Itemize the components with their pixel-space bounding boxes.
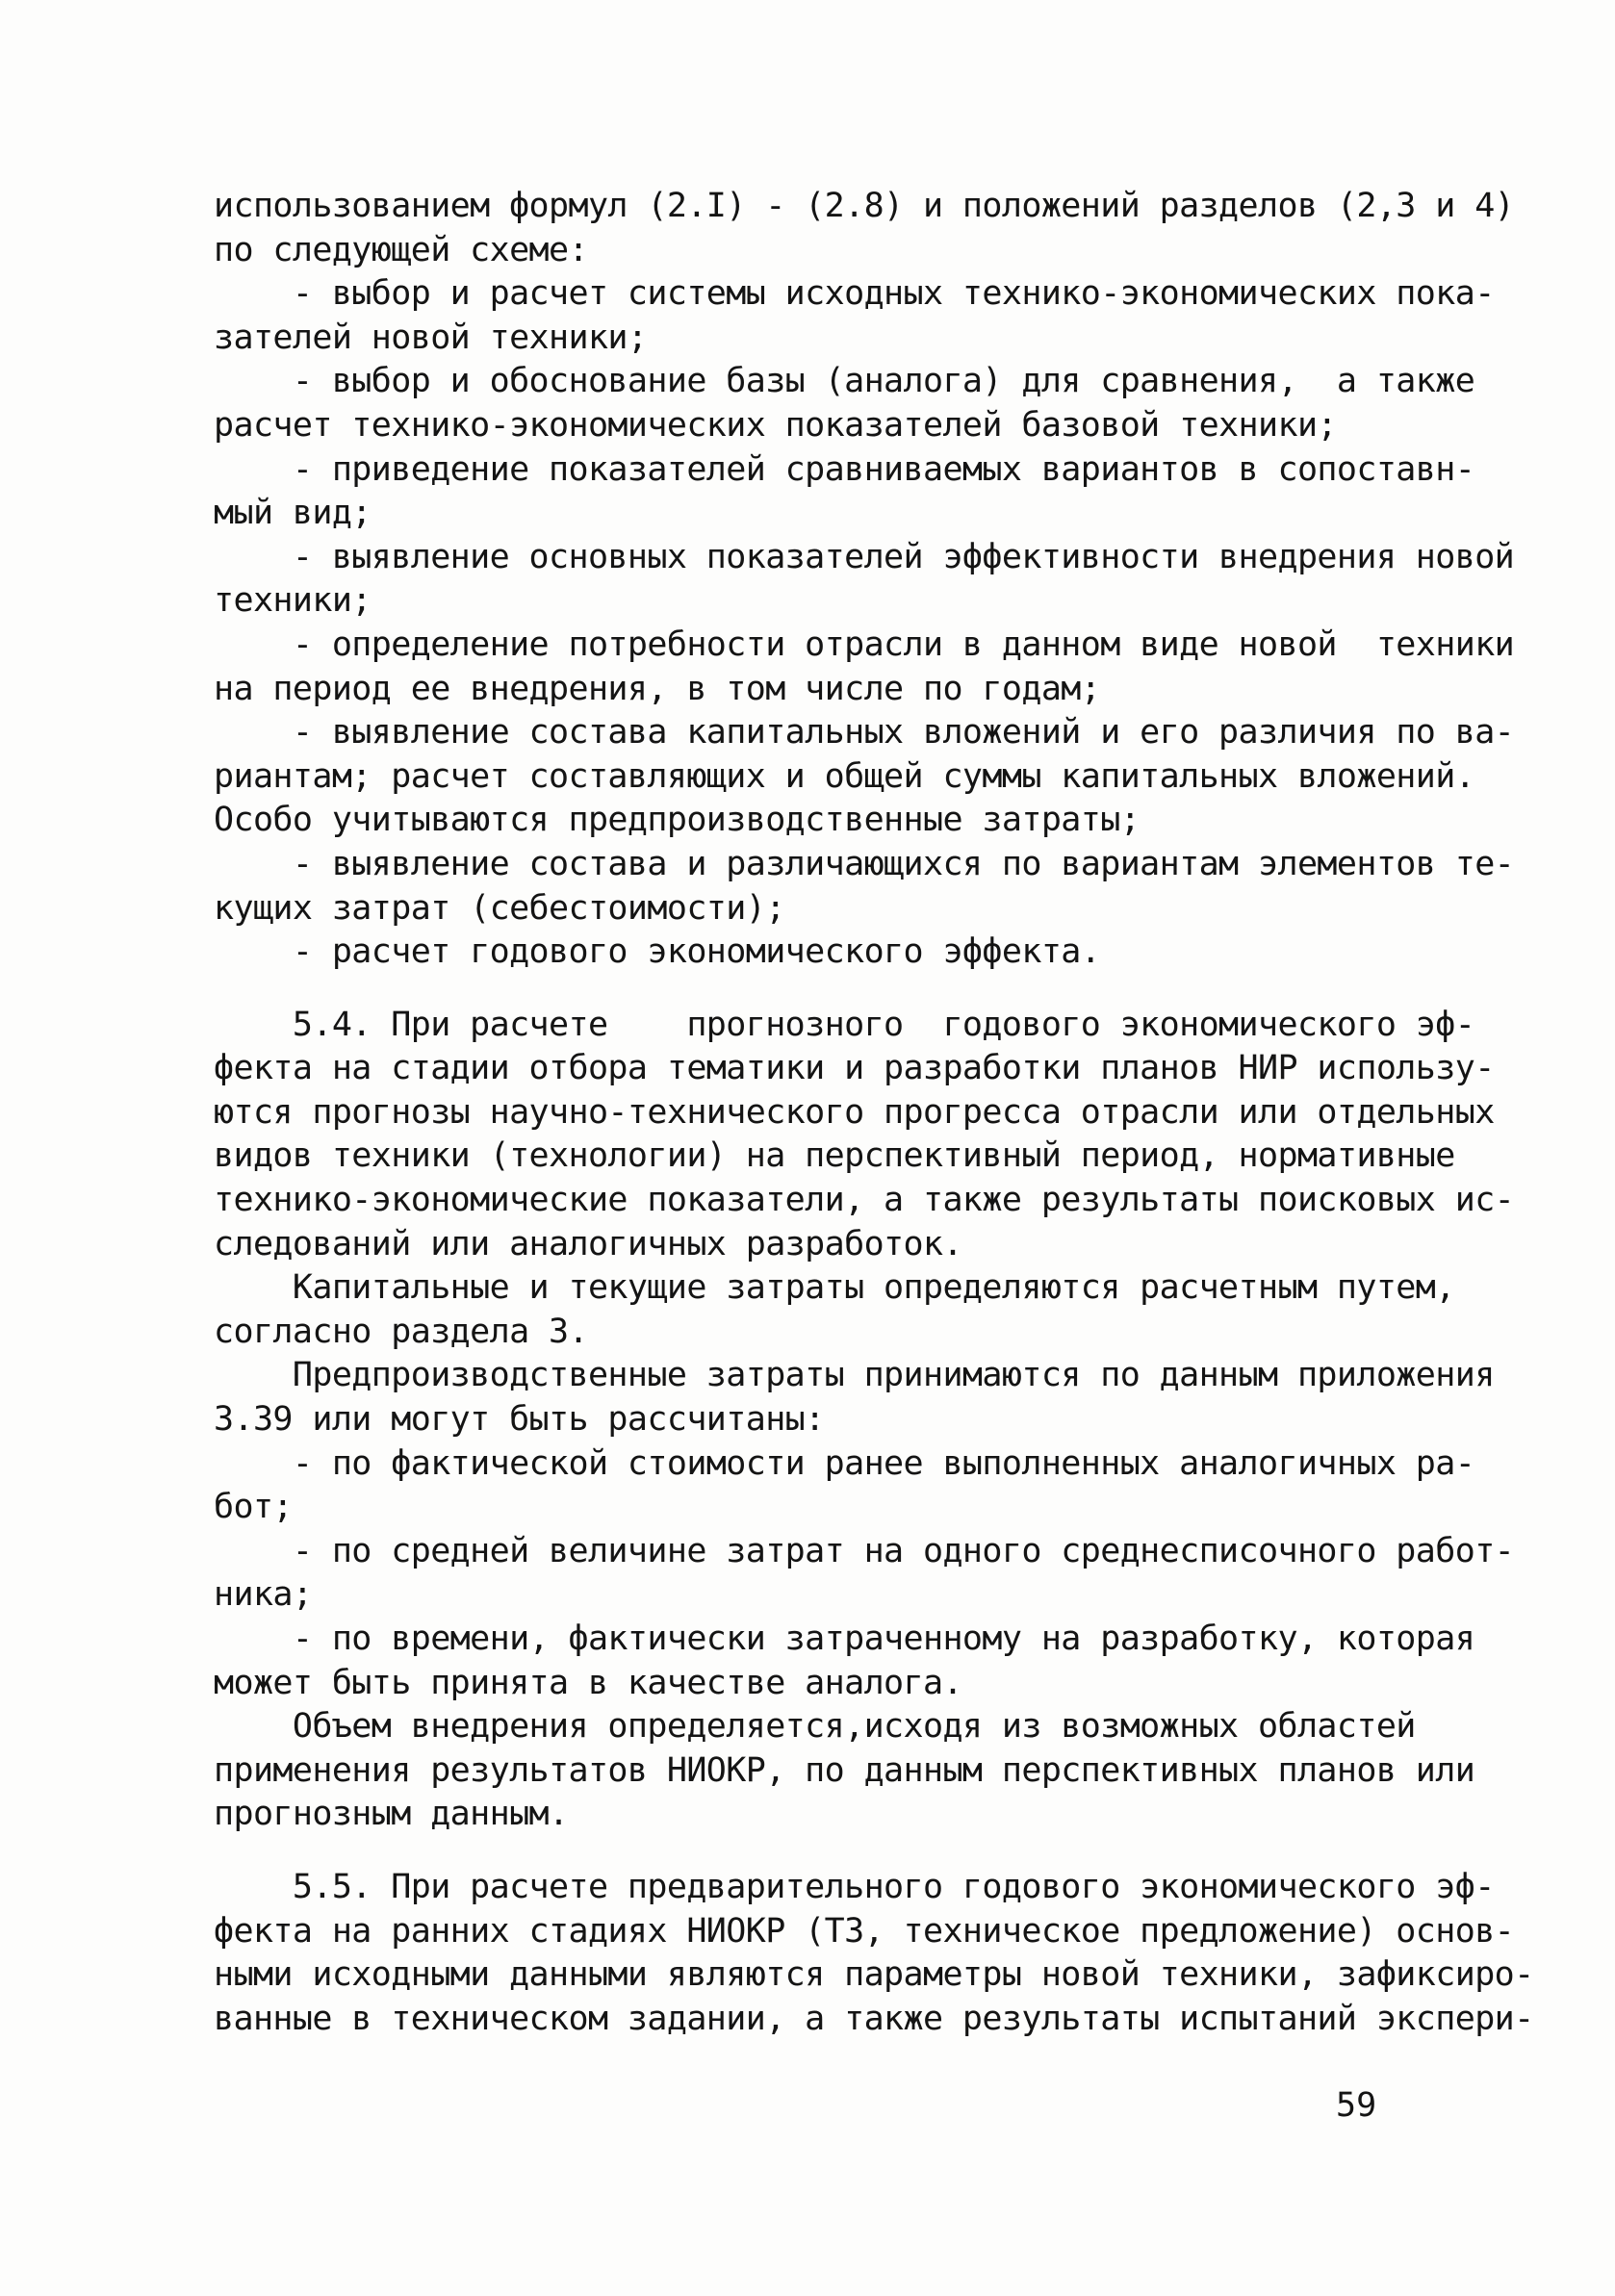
text-line: 3.39 или могут быть рассчитаны: bbox=[214, 1400, 825, 1440]
text-line: фекта на стадии отбора тематики и разработки планов НИР использу- bbox=[214, 1049, 1495, 1088]
text-line: - по средней величине затрат на одного среднесписочного работ- bbox=[214, 1531, 1515, 1570]
text-line: риантам; расчет составляющих и общей суммы капитальных вложений. bbox=[214, 756, 1475, 796]
page-number: 59 bbox=[1336, 2086, 1377, 2125]
paragraph-gap bbox=[214, 975, 1455, 1004]
text-line: 5.5. При расчете предварительного годового экономического эф- bbox=[214, 1867, 1495, 1906]
text-line: бот; bbox=[214, 1488, 293, 1527]
text-line: использованием формул (2.I) - (2.8) и положений разделов (2,3 и 4) bbox=[214, 187, 1515, 225]
text-line: Особо учитываются предпроизводственные затраты; bbox=[214, 801, 1141, 840]
text-line: Предпроизводственные затраты принимаются по данным приложения bbox=[214, 1356, 1495, 1395]
text-line: - по времени, фактически затраченному на разработку, которая bbox=[214, 1620, 1475, 1658]
text-line: техники; bbox=[214, 581, 372, 621]
text-line: технико-экономические показатели, а также результаты поисковых ис- bbox=[214, 1181, 1515, 1220]
text-line: применения результатов НИОКР, по данным перспективных планов или bbox=[214, 1750, 1475, 1790]
text-line: ются прогнозы научно-технического прогресса отрасли или отдельных bbox=[214, 1092, 1495, 1132]
text-line: мый вид; bbox=[214, 494, 372, 533]
text-line: расчет технико-экономических показателей базовой техники; bbox=[214, 405, 1337, 445]
text-line: на период ее внедрения, в том числе по годам; bbox=[214, 669, 1101, 708]
body-text bbox=[214, 185, 1534, 2041]
text-line: - выбор и расчет системы исходных технико-экономических пока- bbox=[214, 274, 1495, 314]
text-line: - выявление состава капитальных вложений и его различия по ва- bbox=[214, 713, 1515, 753]
text-line: - выявление состава и различающихся по вариантам элементов те- bbox=[214, 844, 1515, 883]
paragraph-gap bbox=[214, 1837, 1455, 1866]
text-line: кущих затрат (себестоимости); bbox=[214, 888, 785, 928]
text-line: видов техники (технологии) на перспективный период, нормативные bbox=[214, 1136, 1455, 1176]
text-line: - определение потребности отрасли в данном виде новой техники bbox=[214, 625, 1515, 664]
text-line: - выявление основных показателей эффективности внедрения новой bbox=[214, 537, 1515, 576]
text-line: - выбор и обоснование базы (аналога) для сравнения, а также bbox=[214, 362, 1475, 401]
text-line: зателей новой техники; bbox=[214, 318, 648, 357]
text-line: 5.4. При расчете прогнозного годового экономического эф- bbox=[214, 1005, 1475, 1044]
text-line: ванные в техническом задании, а также результаты испытаний экспери- bbox=[214, 1999, 1534, 2038]
text-line: - по фактической стоимости ранее выполненных аналогичных ра- bbox=[214, 1443, 1475, 1483]
text-line: - расчет годового экономического эффекта. bbox=[214, 932, 1101, 972]
text-line: ника; bbox=[214, 1575, 313, 1615]
text-line: ными исходными данными являются параметры новой техники, зафиксиро- bbox=[214, 1955, 1534, 1995]
text-line: может быть принята в качестве аналога. bbox=[214, 1663, 962, 1702]
text-line: согласно раздела 3. bbox=[214, 1312, 588, 1351]
text-line: Объем внедрения определяется,исходя из возможных областей bbox=[214, 1707, 1416, 1747]
text-line: - приведение показателей сравниваемых вариантов в сопоставн- bbox=[214, 449, 1475, 489]
text-line: по следующей схеме: bbox=[214, 230, 588, 269]
text-line: следований или аналогичных разработок. bbox=[214, 1224, 962, 1263]
text-line: фекта на ранних стадиях НИОКР (ТЗ, техническое предложение) основ- bbox=[214, 1911, 1515, 1951]
text-line: Капитальные и текущие затраты определяются расчетным путем, bbox=[214, 1268, 1455, 1308]
text-line: прогнозным данным. bbox=[214, 1795, 569, 1834]
